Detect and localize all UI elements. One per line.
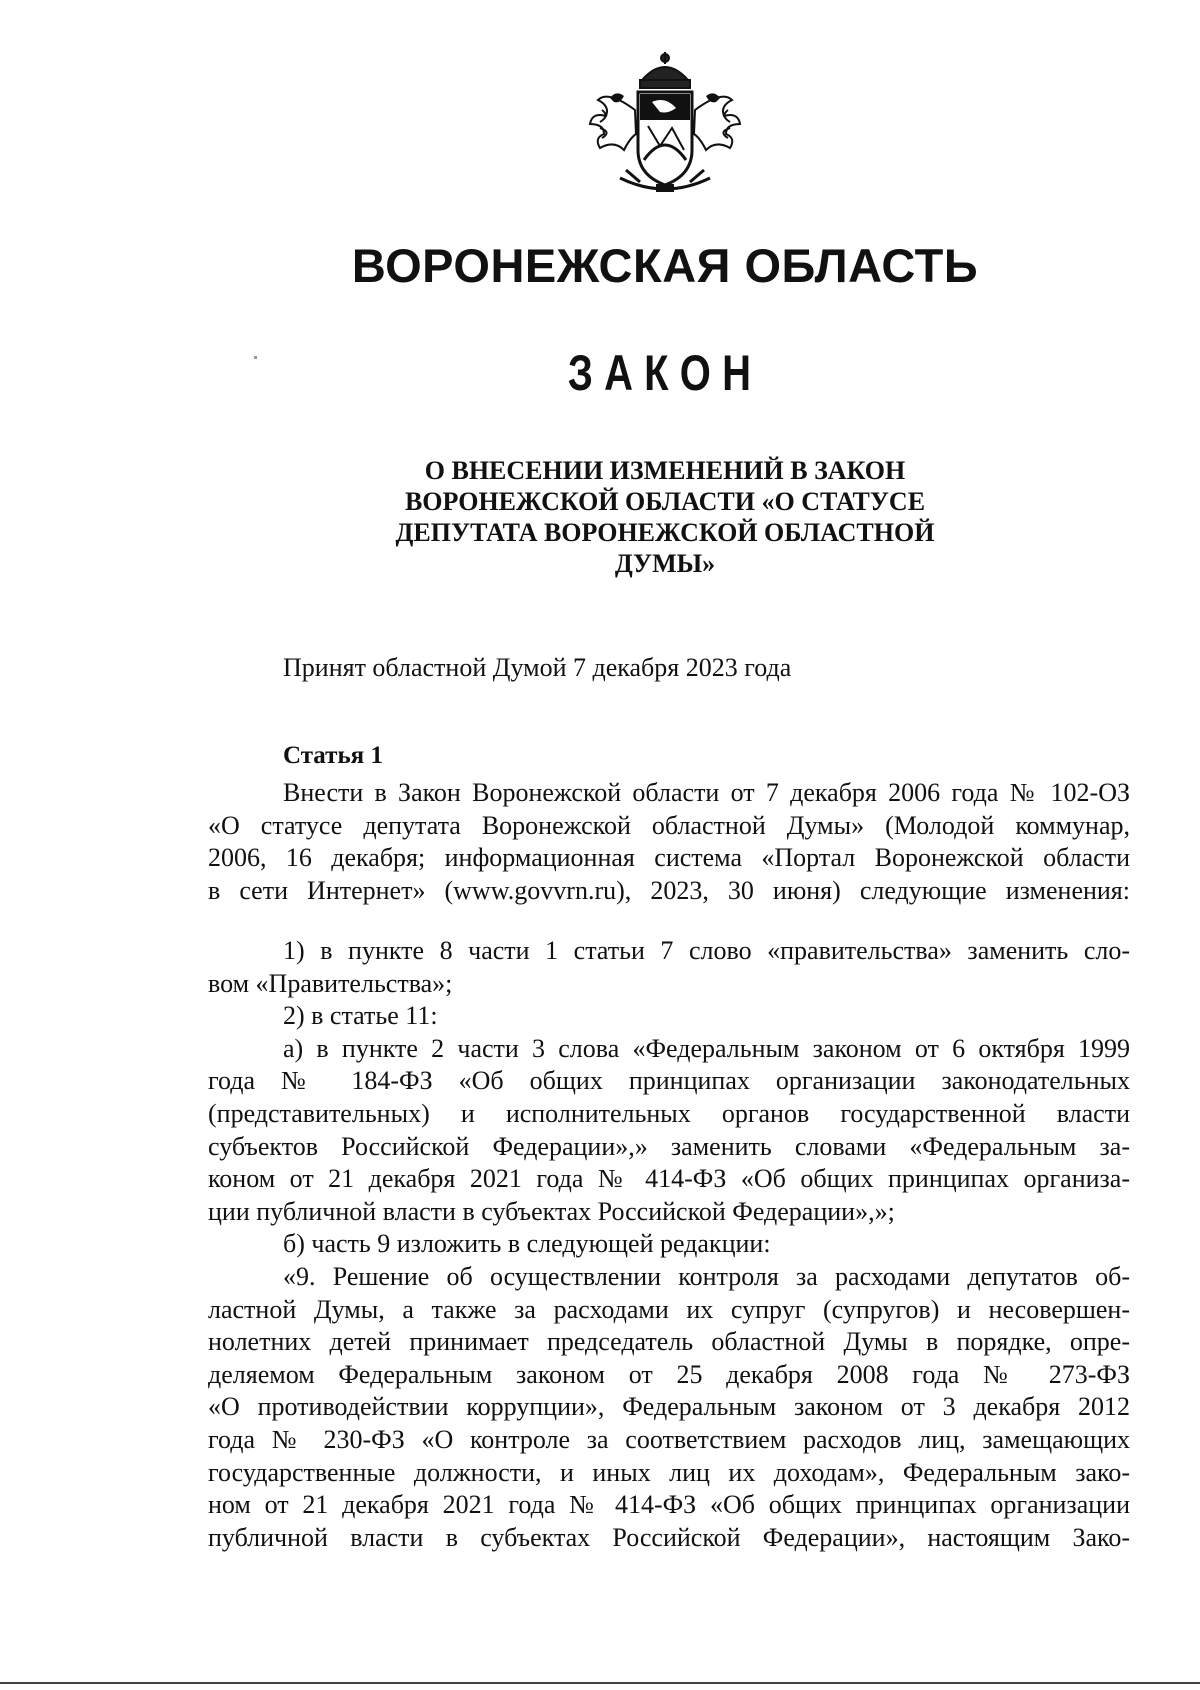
text-line: субъектов Российской Федерации»,» заменить словами «Федеральным за-	[208, 1131, 1130, 1161]
voronezh-coat-of-arms-icon	[580, 50, 750, 200]
text-line: 2) в статье 11:	[283, 1001, 438, 1031]
law-title	[300, 455, 1030, 579]
scan-edge-line	[0, 1682, 1200, 1684]
law-title-line: ДЕПУТАТА ВОРОНЕЖСКОЙ ОБЛАСТНОЙ	[395, 518, 935, 547]
text-line: деляемом Федеральным законом от 25 декабря 2008 года № 273-ФЗ	[208, 1359, 1130, 1389]
text-line: нолетних детей принимает председатель областной Думы в порядке, опре-	[208, 1327, 1130, 1357]
text-line: б) часть 9 изложить в следующей редакции:	[283, 1229, 771, 1259]
text-line: ном от 21 декабря 2021 года № 414-ФЗ «Об общих принципах организации	[208, 1490, 1130, 1520]
article-heading: Статья 1	[283, 742, 383, 769]
region-title: ВОРОНЕЖСКАЯ ОБЛАСТЬ	[351, 239, 979, 292]
article-items	[208, 935, 1130, 1554]
text-line: государственные должности, и иных лиц их доходам», Федеральным зако-	[208, 1457, 1130, 1487]
text-line: (представительных) и исполнительных органов государственной власти	[208, 1098, 1130, 1128]
text-line: 1) в пункте 8 части 1 статьи 7 слово «правительства» заменить сло-	[283, 936, 1130, 965]
text-line: года № 184-ФЗ «Об общих принципах организации законодательных	[208, 1066, 1130, 1096]
text-line: ции публичной власти в субъектах Российской Федерации»,»;	[208, 1196, 895, 1226]
text-line: года № 230-ФЗ «О контроле за соответствием расходов лиц, замещающих	[208, 1424, 1130, 1454]
text-line: вом «Правительства»;	[208, 968, 453, 998]
text-line: публичной власти в субъектах Российской Федерации», настоящим Зако-	[208, 1522, 1130, 1552]
text-line: ластной Думы, а также за расходами их супруг (супругов) и несовершен-	[208, 1294, 1130, 1324]
text-line: коном от 21 декабря 2021 года № 414-ФЗ «Об общих принципах организа-	[208, 1164, 1130, 1194]
law-title-line: ДУМЫ»	[614, 549, 716, 578]
text-line: Внести в Закон Воронежской области от 7 декабря 2006 года № 102-ОЗ	[283, 778, 1130, 807]
text-line: «О противодействии коррупции», Федеральным законом от 3 декабря 2012	[208, 1392, 1130, 1422]
text-line: в сети Интернет» (www.govvrn.ru), 2023, 30 июня) следующие изменения:	[208, 875, 1130, 905]
text-line: «О статусе депутата Воронежской областной Думы» (Молодой коммунар,	[208, 810, 1130, 840]
article-intro-paragraph	[208, 777, 1130, 907]
document-type-heading: ЗАКОН	[567, 345, 763, 401]
law-title-line: О ВНЕСЕНИИ ИЗМЕНЕНИЙ В ЗАКОН	[424, 456, 906, 485]
law-title-line: ВОРОНЕЖСКОЙ ОБЛАСТИ «О СТАТУСЕ	[404, 487, 926, 516]
text-line: а) в пункте 2 части 3 слова «Федеральным законом от 6 октября 1999	[283, 1033, 1130, 1063]
scan-speck	[254, 356, 257, 359]
text-line: 2006, 16 декабря; информационная система «Портал Воронежской области	[208, 843, 1130, 873]
adoption-note: Принят областной Думой 7 декабря 2023 года	[283, 653, 792, 682]
text-line: «9. Решение об осуществлении контроля за расходами депутатов об-	[283, 1261, 1130, 1291]
